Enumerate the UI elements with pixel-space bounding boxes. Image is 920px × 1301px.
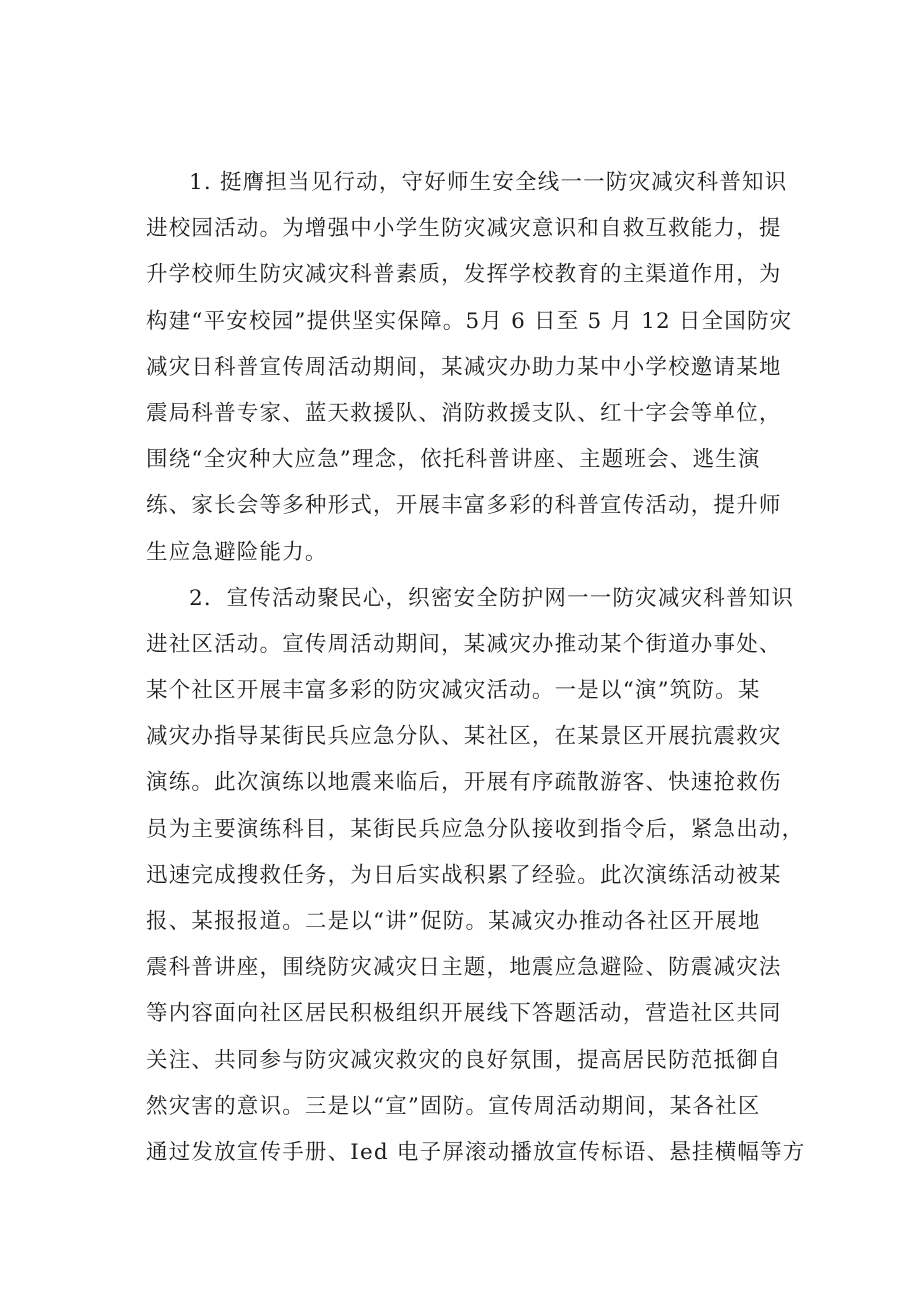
text-line: 通过发放宣传手册、Ied 电子屏滚动播放宣传标语、悬挂横幅等方 (146, 1139, 806, 1165)
text-line: 某个社区开展丰富多彩的防灾减灾活动。一是以“演”筑防。某 (146, 678, 761, 704)
text-line: 进社区活动。宣传周活动期间，某减灾办推动某个街道办事处、 (146, 631, 782, 657)
text-line: 2．宣传活动聚民心，织密安全防护网一一防灾减灾科普知识 (189, 585, 795, 611)
text-line: 震局科普专家、蓝天救援队、消防救援支队、红十字会等单位， (146, 400, 782, 426)
text-line: 报、某报报道。二是以“讲”促防。某减灾办推动各社区开展地 (146, 909, 761, 934)
text-line: 1. 挺膺担当见行动，守好师生安全线一一防灾减灾科普知识 (189, 170, 788, 195)
text-line: 练、家长会等多种形式，开展丰富多彩的科普宣传活动，提升师 (146, 493, 782, 519)
text-line: 围绕“全灾种大应急”理念，依托科普讲座、主题班会、逃生演 (146, 447, 761, 473)
text-line: 关注、共同参与防灾减灾救灾的良好氛围，提高居民防范抵御自 (146, 1047, 782, 1073)
text-line: 减灾办指导某街民兵应急分队、某社区，在某景区开展抗震救灾 (146, 724, 782, 750)
text-line: 构建“平安校园”提供坚实保障。5月 6 日至 5 月 12 日全国防灾 (146, 308, 793, 334)
text-line: 进校园活动。为增强中小学生防灾减灾意识和自救互救能力，提 (146, 216, 782, 242)
body-text (146, 160, 806, 1176)
text-line: 演练。此次演练以地震来临后，开展有序疏散游客、快速抢救伤 (146, 770, 782, 796)
paragraph-1 (146, 160, 806, 576)
text-line: 员为主要演练科目，某街民兵应急分队接收到指令后，紧急出动， (146, 816, 805, 842)
text-line: 然灾害的意识。三是以“宣”固防。宣传周活动期间，某各社区 (146, 1093, 761, 1119)
text-line: 迅速完成搜救任务，为日后实战积累了经验。此次演练活动被某 (146, 862, 782, 888)
paragraph-2 (146, 576, 806, 1176)
text-line: 等内容面向社区居民积极组织开展线下答题活动，营造社区共同 (146, 1001, 782, 1027)
text-line: 生应急避险能力。 (146, 539, 328, 565)
text-line: 升学校师生防灾减灾科普素质，发挥学校教育的主渠道作用，为 (146, 262, 782, 288)
text-line: 震科普讲座，围绕防灾减灾日主题，地震应急避险、防震减灾法 (146, 955, 782, 981)
text-line: 减灾日科普宣传周活动期间，某减灾办助力某中小学校邀请某地 (146, 354, 782, 380)
